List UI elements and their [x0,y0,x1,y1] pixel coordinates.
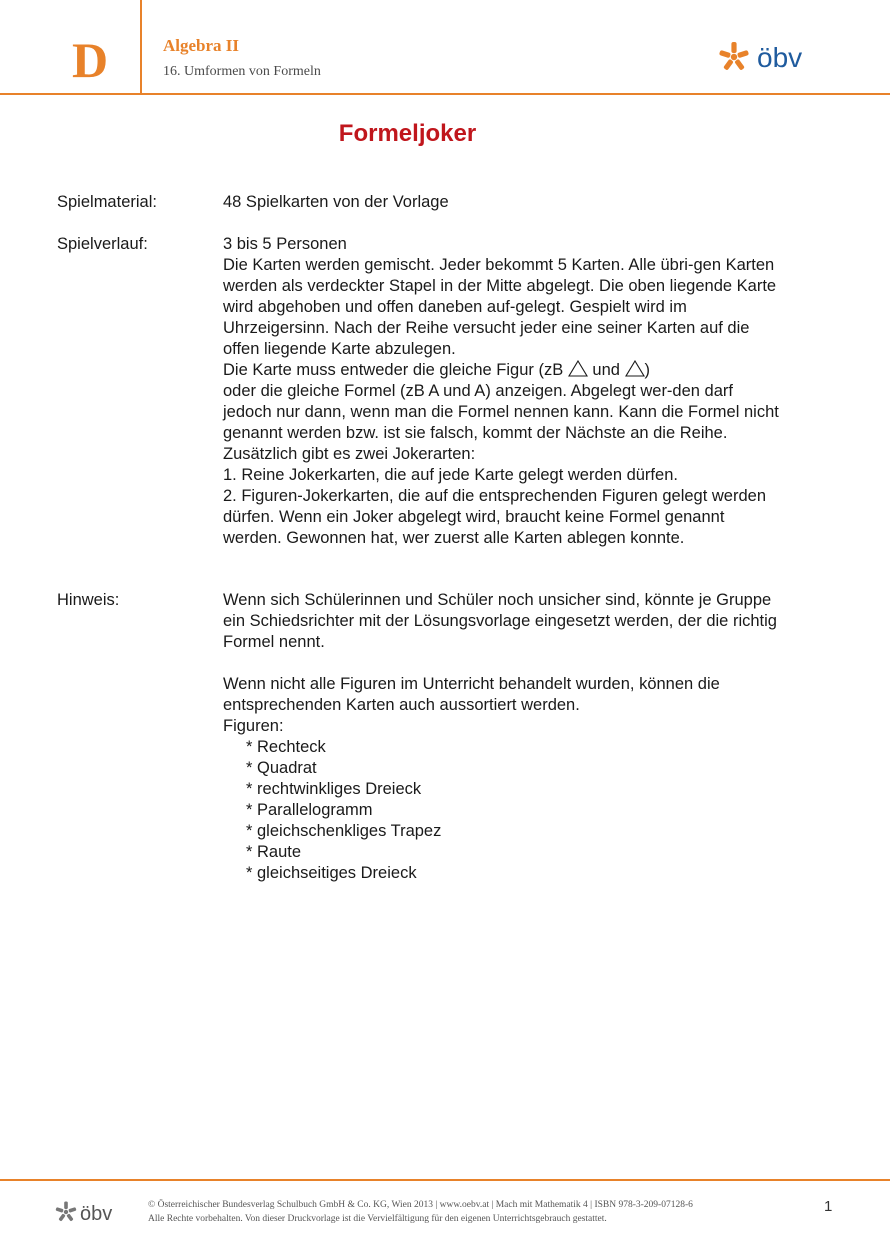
hinweis-label: Hinweis: [57,591,120,609]
triangle-icon [568,360,588,377]
list-item: * Parallelogramm [246,801,373,819]
list-item: * rechtwinkliges Dreieck [246,780,422,798]
players-count: 3 bis 5 Personen [223,235,347,253]
figure-example-mid: und [592,361,620,379]
footer-text [148,1198,693,1226]
spielverlauf-content [223,234,783,549]
list-item: * Quadrat [246,759,317,777]
spielmaterial-label: Spielmaterial: [57,193,157,211]
spielmaterial-text: 48 Spielkarten von der Vorlage [223,193,449,211]
footer-copyright: © Österreichischer Bundesverlag Schulbuch GmbH & Co. KG, Wien 2013 | www.oebv.at | Mach mit Mathematik 4 | ISBN 978-3-209-07128-6 [148,1200,693,1210]
figure-example-post: ) [644,361,651,379]
spielverlauf-label: Spielverlauf: [57,235,148,253]
hinweis-paragraph-1: Wenn sich Schülerinnen und Schüler noch unsicher sind, könnte je Gruppe ein Schiedsrichter mit der Lösungsvorlage eingesetzt werden, der die richtig Formel nennt. [223,591,777,651]
figures-list [223,737,783,884]
list-item: * Rechteck [246,738,326,756]
hinweis-content [223,590,783,884]
figure-example-line [223,360,783,381]
star-logo-icon [719,42,749,71]
triangle-icon [625,360,645,377]
footer-divider [0,1179,890,1181]
header-divider-vertical [140,0,142,94]
header-subject: Algebra II [163,36,240,55]
header-divider-horizontal [0,93,890,95]
section-letter: D [71,32,109,88]
page-number: 1 [824,1198,833,1215]
logo-wordmark: öbv [757,42,803,73]
list-item: * gleichschenkliges Trapez [246,822,442,840]
figures-label: Figuren: [223,717,284,735]
oebv-logo [718,40,820,74]
footer-rights: Alle Rechte vorbehalten. Von dieser Druckvorlage ist die Vervielfältigung für den eigenen Unterrichtsgebrauch gestattet. [148,1214,607,1224]
logo-wordmark: öbv [80,1203,113,1224]
star-logo-icon [55,1202,76,1222]
header-chapter: 16. Umformen von Formeln [163,64,321,79]
joker-type-1: 1. Reine Jokerkarten, die auf jede Karte gelegt werden dürfen. [223,466,678,484]
list-item: * Raute [246,843,302,861]
list-item: * gleichseitiges Dreieck [246,864,417,882]
page-title: Formeljoker [338,120,477,147]
rules-paragraph-2: oder die gleiche Formel (zB A und A) anzeigen. Abgelegt wer-den darf jedoch nur dann, wenn man die Formel nennen kann. Kann die Formel nicht genannt werden bzw. ist sie falsch, kommt der Nächste an die Reihe. Zusätzlich gibt es zwei Jokerarten: [223,382,779,463]
rules-paragraph-1: Die Karten werden gemischt. Jeder bekommt 5 Karten. Alle übri-gen Karten werden als verdeckter Stapel in der Mitte abgelegt. Die oben liegende Karte wird abgehoben und offen daneben auf-gelegt. Gespielt wird im Uhrzeigersinn. Nach der Reihe versucht jeder eine seiner Karten auf die offen liegende Karte abzulegen. [223,256,777,358]
figure-example-pre: Die Karte muss entweder die gleiche Figur (zB [223,361,564,379]
oebv-logo-footer [55,1200,125,1224]
joker-type-2: 2. Figuren-Jokerkarten, die auf die entsprechenden Figuren gelegt werden dürfen. Wenn ein Joker abgelegt wird, braucht keine Formel genannt werden. Gewonnen hat, wer zuerst alle Karten ablegen konnte. [223,487,767,547]
hinweis-paragraph-2: Wenn nicht alle Figuren im Unterricht behandelt wurden, können die entsprechenden Karten auch aussortiert werden. [223,675,720,714]
